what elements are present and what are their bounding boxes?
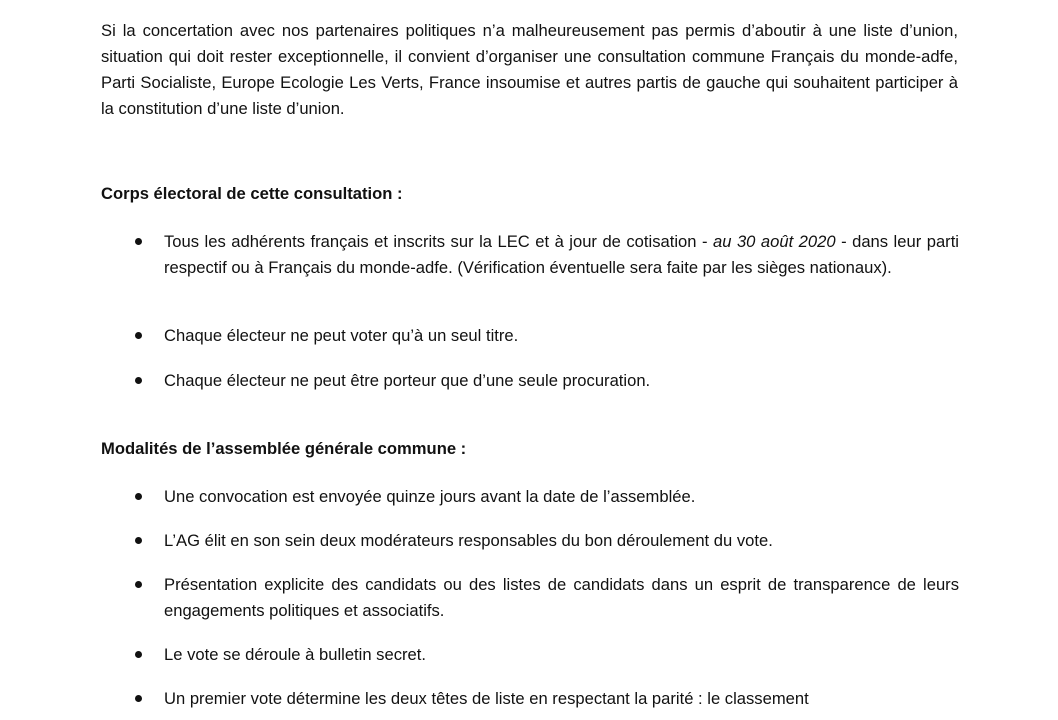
list-item [164,229,959,281]
bullet-icon [135,493,142,500]
bullet-icon [135,537,142,544]
section-heading-electoral-body: Corps électoral de cette consultation : [101,184,403,203]
list-item-text: Une convocation est envoyée quinze jours avant la date de l’assemblée. [164,487,696,506]
list-item [164,642,959,668]
list-item [164,686,959,712]
list-item-text: L’AG élit en son sein deux modérateurs responsables du bon déroulement du vote. [164,531,773,550]
list-item-text: Chaque électeur ne peut être porteur que d’une seule procuration. [164,371,651,390]
intro-paragraph: Si la concertation avec nos partenaires politiques n’a malheureusement pas permis d’aboutir à une liste d’union, situation qui doit rester exceptionnelle, il convient d’organiser une consultation commune Français du monde-adfe, Parti Socialiste, Europe Ecologie Les Verts, France insoumise et autres partis de gauche qui souhaitent participer à la constitution d’une liste d’union. [101,21,958,119]
list-item [164,368,959,394]
list-item [164,528,959,554]
list-item-text: Le vote se déroule à bulletin secret. [164,645,426,664]
list-item [164,323,959,349]
bullet-icon [135,377,142,384]
bullet-icon [135,651,142,658]
list-item [164,572,959,624]
list-item-text-continued: - dans leur parti respectif ou à Français du monde-adfe. (Vérification éventuelle sera faite par les sièges nationaux). [164,232,959,277]
list-item-text: Un premier vote détermine les deux têtes de liste en respectant la parité : le classement [164,689,809,708]
list-item-text: Tous les adhérents français et inscrits sur la LEC et à jour de cotisation - [164,232,713,251]
bullet-icon [135,332,142,339]
list-item-italic-date: au 30 août 2020 [713,232,836,251]
list-item [164,484,959,510]
list-item-text: Chaque électeur ne peut voter qu’à un seul titre. [164,326,519,345]
bullet-icon [135,581,142,588]
list-item-text: Présentation explicite des candidats ou des listes de candidats dans un esprit de transparence de leurs engagements politiques et associatifs. [164,575,959,620]
section-heading-assembly-modalities: Modalités de l’assemblée générale commune : [101,439,467,458]
bullet-icon [135,695,142,702]
bullet-icon [135,238,142,245]
